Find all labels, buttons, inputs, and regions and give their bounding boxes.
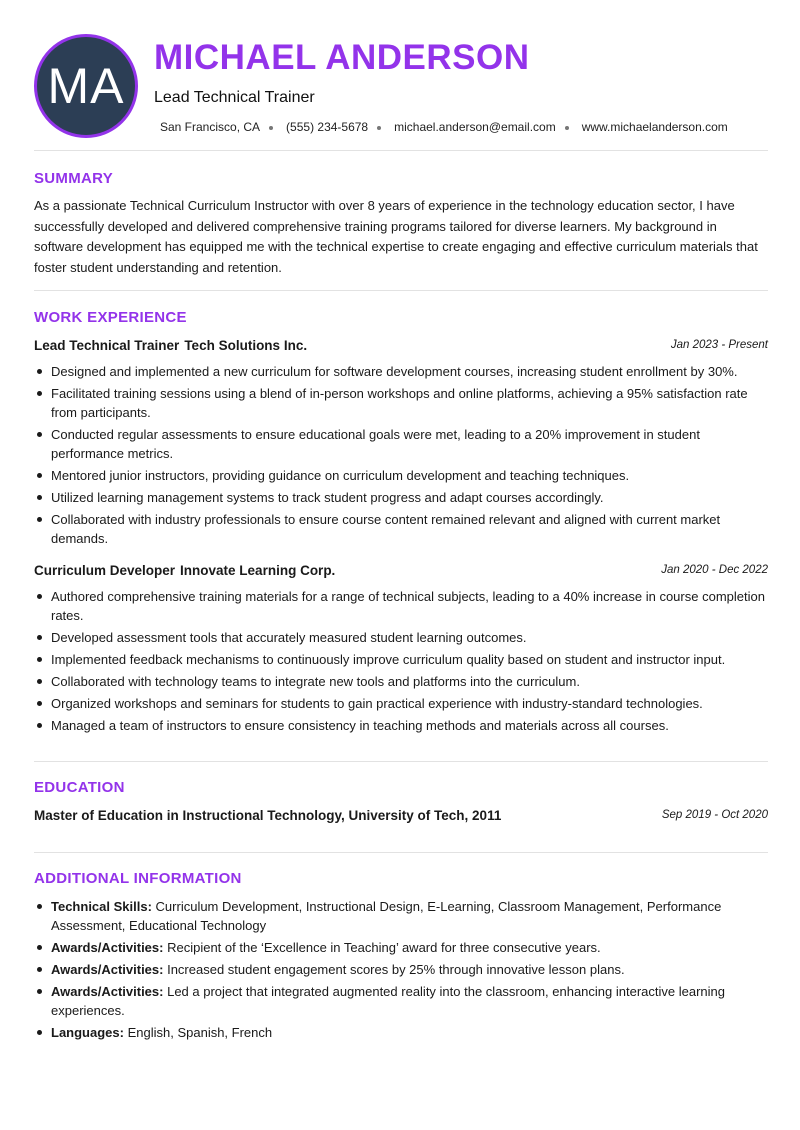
education-degree: Master of Education in Instructional Technology, University of Tech, 2011 [34,808,502,823]
separator-dot [377,126,381,130]
item-text: Led a project that integrated augmented reality into the classroom, enhancing interactive learning experiences. [51,984,725,1018]
list-item: Collaborated with industry professionals to ensure course content remained relevant and aligned with current market demands. [34,510,768,548]
list-item: Mentored junior instructors, providing guidance on curriculum development and teaching techniques. [34,466,768,485]
job-role-line [34,563,335,578]
item-label: Awards/Activities: [51,940,164,955]
item-label: Languages: [51,1025,124,1040]
job-role: Curriculum Developer [34,563,176,578]
list-item: Collaborated with technology teams to integrate new tools and platforms into the curriculum. [34,672,768,691]
separator-dot [269,126,273,130]
list-item: Authored comprehensive training materials for a range of technical subjects, leading to a 40% increase in course completion rates. [34,587,768,625]
contact-line [160,120,728,134]
job-role: Lead Technical Trainer [34,338,180,353]
list-item: Organized workshops and seminars for students to gain practical experience with industry-standard technologies. [34,694,768,713]
job-header [34,338,768,356]
candidate-name: MICHAEL ANDERSON [154,38,530,77]
list-item [34,1023,768,1042]
list-item: Implemented feedback mechanisms to continuously improve curriculum quality based on student and instructor input. [34,650,768,669]
job-header [34,563,768,581]
item-label: Awards/Activities: [51,962,164,977]
job-dates: Jan 2023 - Present [670,339,768,351]
item-text: Recipient of the ‘Excellence in Teaching’ award for three consecutive years. [167,940,601,955]
contact-phone: (555) 234-5678 [286,120,369,134]
education-entry [34,808,768,826]
contact-website[interactable]: www.michaelanderson.com [581,120,728,134]
additional-heading: ADDITIONAL INFORMATION [34,870,242,887]
section-divider [34,150,768,151]
job-company: Tech Solutions Inc. [184,338,308,353]
summary-text: As a passionate Technical Curriculum Instructor with over 8 years of experience in the technology education sector, I have successfully developed and delivered comprehensive training programs tailored for diverse learners. My background in software development has equipped me with the technical expertise to create engaging and effective curriculum materials that foster student understanding and retention. [34,198,758,275]
item-text: English, Spanish, French [127,1025,273,1040]
avatar-initials: MA [47,58,125,114]
list-item [34,982,768,1020]
item-label: Technical Skills: [51,899,152,914]
education-dates: Sep 2019 - Oct 2020 [661,809,768,821]
job-company: Innovate Learning Corp. [180,563,336,578]
job-bullets [34,587,768,738]
education-heading: EDUCATION [34,779,125,796]
summary-heading: SUMMARY [34,170,114,187]
item-text: Increased student engagement scores by 25% through innovative lesson plans. [167,962,625,977]
list-item [34,897,768,935]
item-label: Awards/Activities: [51,984,164,999]
separator-dot [565,126,569,130]
contact-location: San Francisco, CA [160,120,261,134]
job-bullets [34,362,768,551]
list-item: Designed and implemented a new curriculum for software development courses, increasing student enrollment by 30%. [34,362,768,381]
job-role-line [34,338,307,353]
resume-header [34,34,768,144]
contact-email[interactable]: michael.anderson@email.com [394,120,556,134]
candidate-title: Lead Technical Trainer [154,89,315,106]
list-item [34,938,768,957]
section-divider [34,290,768,291]
list-item: Utilized learning management systems to track student progress and adapt courses accordingly. [34,488,768,507]
list-item: Managed a team of instructors to ensure consistency in teaching methods and materials across all courses. [34,716,768,735]
list-item [34,960,768,979]
list-item: Developed assessment tools that accurately measured student learning outcomes. [34,628,768,647]
experience-heading: WORK EXPERIENCE [34,309,187,326]
section-divider [34,761,768,762]
list-item: Conducted regular assessments to ensure educational goals were met, leading to a 20% improvement in student performance metrics. [34,425,768,463]
list-item: Facilitated training sessions using a blend of in-person workshops and online platforms, achieving a 95% satisfaction rate from participants. [34,384,768,422]
additional-list [34,897,768,1045]
job-dates: Jan 2020 - Dec 2022 [661,564,768,576]
section-divider [34,852,768,853]
avatar [34,34,138,138]
item-text: Curriculum Development, Instructional Design, E-Learning, Classroom Management, Performance Assessment, Educational Technology [51,899,722,933]
